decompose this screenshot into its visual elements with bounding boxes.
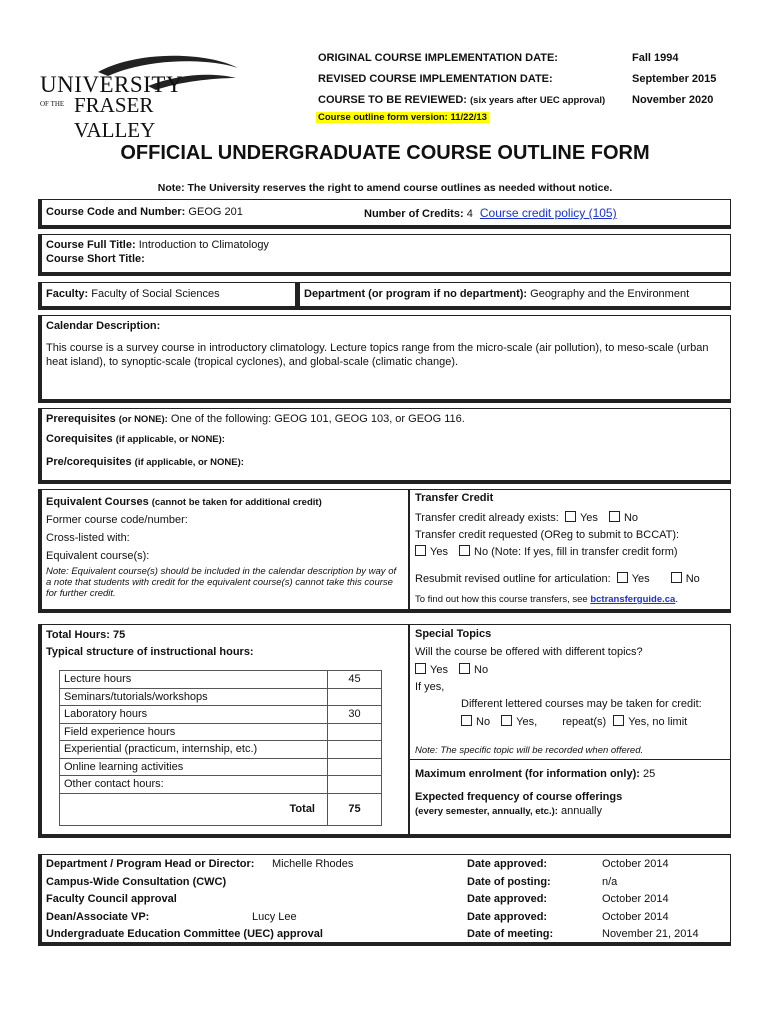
hours-row-value[interactable] (328, 688, 382, 706)
course-title-box (38, 234, 731, 276)
course-code-value: GEOG 201 (188, 206, 243, 218)
course-code-label: Course Code and Number: (46, 206, 186, 218)
short-title-label: Course Short Title: (46, 253, 145, 265)
resubmit-no-label: No (685, 573, 700, 585)
lettered-yes-label: Yes, (516, 716, 538, 728)
prerequisites (46, 413, 465, 425)
hours-row-label: Lecture hours (60, 671, 328, 689)
approval-date-label: Date of posting: (467, 875, 551, 888)
resubmit-row (415, 572, 700, 585)
faculty-label: Faculty: (46, 288, 89, 300)
university-logo (38, 50, 238, 142)
approval-date: October 2014 (602, 858, 669, 870)
special-no-label: No (474, 664, 489, 676)
total-hours-value: 75 (113, 629, 126, 641)
prereq-value: One of the following: GEOG 101, GEOG 103, or GEOG 116. (170, 413, 465, 425)
hours-row (60, 688, 382, 706)
hours-table (59, 670, 382, 826)
coreq-label: Corequisites (46, 433, 113, 445)
orig-impl-label: ORIGINAL COURSE IMPLEMENTATION DATE: (318, 52, 558, 64)
approval-date-label: Date of meeting: (467, 928, 554, 940)
max-enrolment-label: Maximum enrolment (for information only): (415, 768, 640, 780)
full-title (46, 239, 269, 251)
transfer-exists-label: Transfer credit already exists: (415, 512, 559, 524)
transfer-requested-row (415, 545, 678, 558)
credits-label: Number of Credits: (364, 208, 464, 220)
full-title-value: Introduction to Climatology (138, 239, 269, 251)
precoreq-label: Pre/corequisites (46, 456, 132, 468)
faculty-value: Faculty of Social Sciences (91, 288, 220, 300)
cross-listed: Cross-listed with: (46, 532, 130, 544)
former-code: Former course code/number: (46, 514, 188, 526)
find-out-end: . (675, 594, 678, 605)
logo-line1: UNIVERSITY (40, 72, 183, 97)
find-out-text: To find out how this course transfers, see (415, 594, 588, 605)
approval-person: Lucy Lee (252, 910, 297, 923)
department-value: Geography and the Environment (530, 288, 690, 300)
equivalent-italic-note: Note: Equivalent course(s) should be included in the calendar description by way of a note that students with credit for the equivalent course(s) cannot take this course for further credit. (46, 566, 397, 599)
approval-date: October 2014 (602, 893, 669, 905)
prereq-box (38, 408, 731, 484)
total-hours (46, 629, 125, 641)
lettered-no-checkbox[interactable] (461, 715, 472, 726)
hours-row (60, 671, 382, 689)
hours-row-value[interactable] (328, 741, 382, 759)
hours-row-value[interactable] (328, 776, 382, 794)
department (304, 288, 689, 300)
requested-yes-label: Yes (430, 546, 448, 558)
department-box (296, 282, 731, 310)
course-code-box (38, 199, 731, 229)
equivalent-heading (46, 496, 322, 508)
special-note: Note: The specific topic will be recorded when offered. (415, 745, 644, 756)
frequency-label: Expected frequency of course offerings (415, 791, 623, 803)
requested-no-checkbox[interactable] (459, 545, 470, 556)
hours-row-value[interactable]: 45 (328, 671, 382, 689)
max-enrolment (415, 768, 655, 780)
approvals-box (38, 854, 731, 946)
equivalent-courses: Equivalent course(s): (46, 550, 150, 562)
lettered-options-row (461, 715, 687, 728)
hours-row (60, 723, 382, 741)
if-yes: If yes, (415, 681, 445, 693)
hours-row-label: Other contact hours: (60, 776, 328, 794)
repeat-label: repeat(s) (562, 716, 607, 728)
exists-no-checkbox[interactable] (609, 511, 620, 522)
special-question: Will the course be offered with different topics? (415, 646, 643, 658)
rev-impl-label: REVISED COURSE IMPLEMENTATION DATE: (318, 73, 553, 85)
review-note: (six years after UEC approval) (470, 95, 606, 106)
equivalent-label: Equivalent Courses (46, 496, 149, 508)
hours-row-label: Experiential (practicum, internship, etc.) (60, 741, 328, 759)
lettered-courses: Different lettered courses may be taken for credit: (461, 698, 702, 710)
hours-row-label: Field experience hours (60, 723, 328, 741)
hours-row (60, 741, 382, 759)
credit-policy-link[interactable]: Course credit policy (105) (479, 206, 617, 220)
approval-label: Undergraduate Education Committee (UEC) approval (46, 928, 323, 940)
frequency-note: (every semester, annually, etc.): (415, 806, 558, 817)
hours-row-label: Seminars/tutorials/workshops (60, 688, 328, 706)
corequisites (46, 433, 225, 445)
equivalent-note: (cannot be taken for additional credit) (151, 497, 322, 508)
approval-date-label: Date approved: (467, 910, 548, 923)
orig-impl-value: Fall 1994 (632, 52, 679, 64)
review-line (318, 94, 605, 106)
special-divider (410, 759, 730, 760)
prereq-label: Prerequisites (46, 413, 116, 425)
hours-total-row (60, 793, 382, 825)
exists-yes-label: Yes (579, 512, 598, 524)
precoreq-note: (if applicable, or NONE): (134, 457, 244, 468)
equivalent-box (38, 489, 409, 613)
calendar-label: Calendar Description: (46, 320, 161, 332)
find-out-row (415, 594, 678, 605)
special-yes-no-row (415, 663, 488, 676)
frequency-row (415, 805, 602, 817)
lettered-no-label: No (476, 716, 491, 728)
approval-date-label: Date approved: (467, 858, 548, 870)
hours-total-label: Total (60, 793, 328, 825)
logo-of-the: OF THE (40, 100, 65, 108)
approval-label: Campus-Wide Consultation (CWC) (46, 875, 227, 888)
approval-person: Michelle Rhodes (272, 858, 354, 870)
hours-row (60, 758, 382, 776)
special-yes-label: Yes (430, 664, 448, 676)
department-label: Department (or program if no department): (304, 288, 528, 300)
review-value: November 2020 (632, 94, 714, 106)
hours-row-label: Online learning activities (60, 758, 328, 776)
resubmit-label: Resubmit revised outline for articulation: (415, 573, 611, 585)
lettered-yes-checkbox[interactable] (501, 715, 512, 726)
full-title-label: Course Full Title: (46, 239, 136, 251)
hours-row-label: Laboratory hours (60, 706, 328, 724)
approval-date-label: Date approved: (467, 893, 548, 905)
hours-row (60, 706, 382, 724)
max-enrolment-value: 25 (642, 768, 656, 780)
hours-row-value[interactable]: 30 (328, 706, 382, 724)
special-yes-checkbox[interactable] (415, 663, 426, 674)
hours-row-value[interactable] (328, 723, 382, 741)
faculty-box (38, 282, 296, 310)
special-no-checkbox[interactable] (459, 663, 470, 674)
approval-date: n/a (602, 875, 618, 888)
credits (364, 206, 617, 220)
transfer-label: Transfer Credit (415, 492, 494, 504)
transfer-exists-row (415, 511, 638, 524)
form-version: Course outline form version: 11/22/13 (318, 112, 487, 123)
coreq-note: (if applicable, or NONE): (115, 434, 225, 445)
special-topics-box (409, 624, 731, 838)
requested-no-label: No (Note: If yes, fill in transfer credit form) (474, 546, 678, 558)
hours-row (60, 776, 382, 794)
no-limit-label: Yes, no limit (628, 716, 688, 728)
logo-line2: FRASER VALLEY (74, 93, 156, 142)
resubmit-yes-label: Yes (631, 573, 650, 585)
transfer-requested: Transfer credit requested (OReg to submit to BCCAT): (415, 529, 680, 541)
requested-yes-checkbox[interactable] (415, 545, 426, 556)
review-label: COURSE TO BE REVIEWED: (318, 94, 467, 106)
typical-structure: Typical structure of instructional hours: (46, 646, 254, 658)
approval-label: Dean/Associate VP: (46, 910, 150, 923)
approval-label: Department / Program Head or Director: (46, 858, 255, 870)
hours-row-value[interactable] (328, 758, 382, 776)
exists-yes-checkbox[interactable] (565, 511, 576, 522)
prereq-note: (or NONE): (118, 414, 168, 425)
faculty (46, 288, 220, 300)
frequency-value: annually (561, 805, 602, 817)
hours-total-value: 75 (328, 793, 382, 825)
credits-value: 4 (466, 208, 473, 220)
total-hours-label: Total Hours: (46, 629, 110, 641)
calendar-text: This course is a survey course in introductory climatology. Lecture topics range from the micro-scale (air pollution), to meso-scale (urban heat island), to synoptic-scale (tropical cyclones), and global-scale (climatic change). (46, 342, 709, 368)
approval-date: November 21, 2014 (602, 928, 699, 940)
approval-label: Faculty Council approval (46, 893, 177, 905)
exists-no-label: No (623, 512, 639, 524)
approval-date: October 2014 (602, 910, 669, 923)
calendar-box (38, 315, 731, 403)
transfer-box (409, 489, 731, 613)
hours-box (38, 624, 409, 838)
page-title: OFFICIAL UNDERGRADUATE COURSE OUTLINE FORM (120, 142, 650, 164)
bctransferguide-link[interactable]: bctransferguide.ca (590, 594, 676, 605)
no-limit-checkbox[interactable] (613, 715, 624, 726)
notice: Note: The University reserves the right to amend course outlines as needed without notice. (157, 182, 613, 194)
rev-impl-value: September 2015 (632, 73, 717, 85)
course-code (46, 206, 243, 218)
resubmit-no-checkbox[interactable] (671, 572, 682, 583)
special-topics-label: Special Topics (415, 628, 492, 640)
precorequisites (46, 456, 244, 468)
resubmit-yes-checkbox[interactable] (617, 572, 628, 583)
